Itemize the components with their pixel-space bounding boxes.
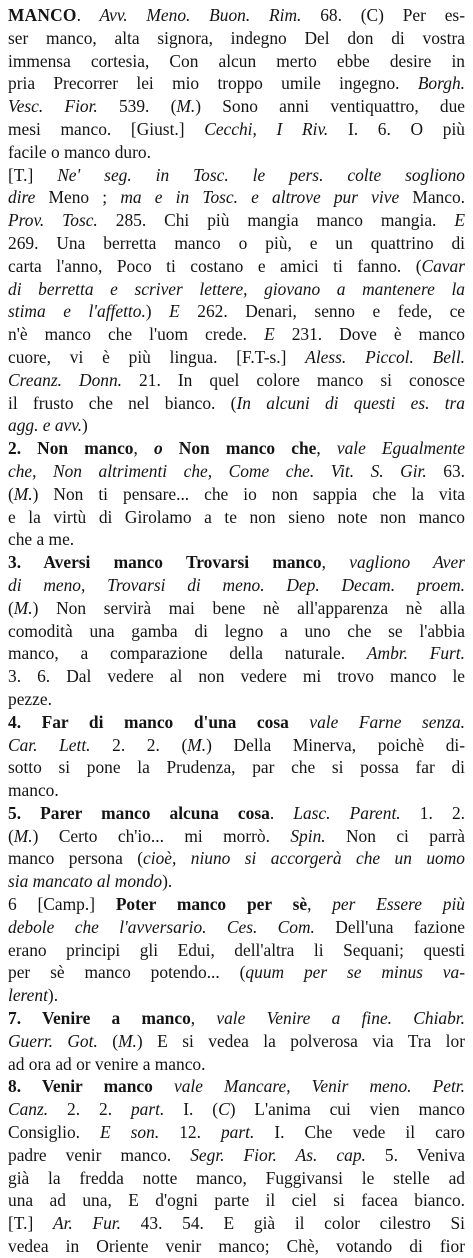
- text-line: [8, 1144, 465, 1167]
- text-line: [8, 186, 465, 209]
- text-run: padre venir manco.: [8, 1144, 191, 1165]
- text-run: ) Non servirà mai bene nè all'apparenza nè alla: [32, 597, 465, 618]
- text-run: Consiglio.: [8, 1122, 101, 1143]
- text-line: [8, 392, 465, 415]
- text-line: [8, 506, 465, 529]
- text-run: 4. Far di manco d'una cosa: [8, 711, 289, 732]
- text-line: [8, 665, 465, 688]
- text-run: per Essere più: [332, 894, 465, 915]
- text-line: [8, 278, 465, 301]
- text-run: quum per se minus va-: [245, 962, 465, 983]
- text-run: (: [8, 483, 14, 504]
- text-run: per sè manco potendo... (: [8, 962, 246, 983]
- text-run: .: [76, 5, 81, 25]
- text-run: E: [264, 324, 275, 345]
- text-run: immensa cortesia, Con alcun merto ebbe desire in: [8, 50, 465, 71]
- text-run: manco, a comparazione della naturale.: [8, 643, 367, 664]
- text-run: Meno ;: [35, 187, 121, 208]
- text-line: [8, 528, 465, 551]
- text-line: [8, 1030, 465, 1053]
- text-run: M.: [187, 734, 207, 755]
- text-run: debole che l'avversario. Ces. Com.: [8, 916, 315, 937]
- text-run: 2. 2.: [48, 1099, 131, 1120]
- text-line: [8, 437, 465, 460]
- text-run: ).: [162, 871, 173, 892]
- text-run: dire: [8, 187, 36, 208]
- text-run: M.: [13, 597, 33, 618]
- text-line: [8, 300, 465, 323]
- text-line: [8, 825, 465, 848]
- text-run: ,: [307, 894, 333, 915]
- text-run: che a me.: [8, 529, 75, 550]
- text-line: [8, 118, 465, 141]
- text-run: 3. Aversi manco Trovarsi manco: [8, 552, 322, 573]
- text-run: ser manco, alta signora, indegno Del don di vostra: [8, 27, 465, 48]
- text-run: Ne' seg. in Tosc. le pers. colte sogliono: [57, 164, 466, 185]
- text-run: 539. (: [97, 96, 177, 117]
- text-run: Car. Lett.: [8, 734, 91, 755]
- text-run: E: [169, 301, 180, 322]
- text-run: ,: [133, 438, 154, 459]
- text-run: M.: [118, 1030, 137, 1051]
- text-run: vagliono Aver: [349, 552, 465, 573]
- text-run: 21. In quel colore manco si conosce: [122, 369, 465, 390]
- text-run: 1. 2.: [400, 802, 465, 823]
- text-line: [8, 483, 465, 506]
- text-line: [8, 1235, 465, 1258]
- text-line: [8, 460, 465, 483]
- text-line: [8, 688, 465, 711]
- text-line: [8, 1007, 465, 1030]
- text-line: [8, 50, 465, 73]
- text-line: [8, 1189, 465, 1212]
- text-line: [8, 574, 465, 597]
- text-run: part.: [130, 1099, 165, 1120]
- text-run: stima e l'affetto.: [8, 301, 146, 322]
- text-line: [8, 27, 465, 50]
- text-run: [T.]: [8, 164, 58, 185]
- text-run: pezze.: [8, 688, 52, 709]
- text-run: 285. Chi più mangia manco mangia.: [97, 210, 455, 231]
- text-run: [289, 712, 310, 732]
- text-run: Lasc. Parent.: [293, 802, 401, 823]
- text-run: I. 6. O più: [328, 118, 465, 139]
- text-run: Dell'una fazione: [314, 916, 465, 937]
- text-line: [8, 346, 465, 369]
- text-run: n'è manco che l'uom crede.: [8, 324, 265, 345]
- text-run: ) Della Minerva, poichè di-: [206, 734, 466, 755]
- text-line: [8, 369, 465, 392]
- text-run: vale Farne senza.: [309, 711, 465, 732]
- text-run: Avv. Meno. Buon. Rim.: [80, 5, 302, 25]
- text-run: M.: [176, 96, 196, 117]
- text-run: di meno, Trovarsi di meno. Dep. Decam. proem.: [8, 574, 465, 595]
- text-line: [8, 893, 465, 916]
- text-line: [8, 72, 465, 95]
- text-line: [8, 232, 465, 255]
- text-run: vale Venire a fine. Chiabr.: [216, 1008, 465, 1029]
- text-run: facile o manco duro.: [8, 141, 151, 162]
- text-line: [8, 1121, 465, 1144]
- text-line: [8, 209, 465, 232]
- text-line: [8, 779, 465, 802]
- text-line: [8, 939, 465, 962]
- text-run: C: [218, 1099, 230, 1120]
- text-run: ,: [190, 1008, 217, 1029]
- text-run: o: [153, 438, 163, 459]
- text-run: agg. e avv.: [8, 415, 83, 436]
- text-run: (: [8, 597, 14, 618]
- text-run: che, Non altrimenti che, Come che. Vit. S. Gir.: [8, 460, 427, 481]
- text-run: vedea in Oriente venir manco; Chè, votando di fior: [8, 1236, 465, 1257]
- text-line: [8, 164, 465, 187]
- text-run: Spin.: [290, 825, 326, 846]
- text-run: 231. Dove è manco: [274, 324, 465, 345]
- text-run: In alcuni di questi es. tra: [236, 392, 465, 413]
- text-line: [8, 620, 465, 643]
- text-line: [8, 961, 465, 984]
- text-run: ).: [47, 985, 59, 1006]
- text-run: part.: [220, 1122, 255, 1143]
- text-run: Aless. Piccol. Bell.: [305, 346, 466, 367]
- text-run: ,: [321, 552, 350, 573]
- text-run: ) Certo ch'io... mi morrò.: [32, 825, 291, 846]
- text-run: 6 [Camp.]: [8, 894, 116, 915]
- text-run: [153, 1076, 174, 1096]
- text-line: [8, 323, 465, 346]
- text-line: [8, 95, 465, 118]
- text-run: 262. Denari, senno e fede, ce: [179, 301, 466, 322]
- text-run: ) Non ti pensare... che io non sappia che la vita: [32, 483, 465, 504]
- text-run: ) L'anima cui vien manco: [229, 1099, 465, 1120]
- text-run: manco persona (: [8, 848, 144, 869]
- text-run: ) Sono anni ventiquattro, due: [195, 96, 466, 117]
- text-run: Creanz. Donn.: [8, 369, 122, 390]
- text-run: ): [82, 415, 88, 436]
- text-run: Poter manco per sè: [115, 894, 308, 915]
- text-line: [8, 414, 465, 437]
- text-line: [8, 802, 465, 825]
- text-run: ): [145, 301, 170, 322]
- text-run: 5. Parer manco alcuna cosa: [8, 802, 270, 823]
- text-run: (: [97, 1030, 119, 1051]
- text-line: [8, 1075, 465, 1098]
- text-run: vale Mancare, Venir meno. Petr.: [173, 1076, 465, 1097]
- text-run: comodità una gamba di legno a uno che se l'abbia: [8, 620, 465, 641]
- headword: MANCO: [8, 5, 77, 25]
- text-run: 63.: [426, 460, 465, 481]
- text-run: ad ora ad or venire a manco.: [8, 1053, 206, 1074]
- text-run: 2. 2. (: [90, 734, 188, 755]
- text-line: [8, 551, 465, 574]
- text-line: [8, 711, 465, 734]
- text-run: cuore, vi è più lingua. [F.T-s.]: [8, 346, 306, 367]
- text-run: 7. Venire a manco: [8, 1008, 191, 1029]
- text-run: mesi manco. [Giust.]: [8, 118, 205, 139]
- text-run: 5. Veniva: [365, 1144, 465, 1165]
- text-run: M.: [13, 483, 33, 504]
- text-line: [8, 4, 465, 27]
- text-run: 68. (C) Per es-: [301, 5, 465, 25]
- text-run: Vesc. Fior.: [8, 96, 98, 117]
- text-run: I. (: [164, 1099, 219, 1120]
- text-run: il frusto che nel bianco. (: [8, 392, 237, 413]
- text-run: di berretta e scriver lettere, giovano a mantenere la: [8, 278, 465, 299]
- text-line: [8, 734, 465, 757]
- text-run: e la virtù di Girolamo a te non sieno note non manco: [8, 506, 465, 527]
- text-run: E son.: [100, 1122, 160, 1143]
- text-line: [8, 141, 465, 164]
- text-run: Borgh.: [417, 73, 465, 94]
- text-line: [8, 756, 465, 779]
- text-run: Ar. Fur.: [52, 1213, 121, 1234]
- text-line: [8, 597, 465, 620]
- text-run: una ad una, E d'ogni parte il ciel si facea bianco.: [8, 1190, 465, 1211]
- text-run: E: [454, 210, 465, 231]
- text-run: (: [8, 825, 14, 846]
- text-run: Non manco che: [162, 438, 317, 459]
- text-run: Non ci parrà: [325, 825, 465, 846]
- text-line: [8, 255, 465, 278]
- text-run: ,: [316, 438, 337, 459]
- text-run: Segr. Fior. As. cap.: [190, 1144, 366, 1165]
- text-run: 43. 54. E già il color cilestro Si: [120, 1213, 465, 1234]
- text-line: [8, 1053, 465, 1076]
- text-line: [8, 984, 465, 1007]
- text-run: pria Precorrer lei mio troppo umile ingegno.: [8, 73, 418, 94]
- text-run: erano principi gli Edui, dell'altra li Sequani; questi: [8, 939, 465, 960]
- text-run: ma e in Tosc. e altrove pur vive: [120, 187, 400, 208]
- text-run: [T.]: [8, 1213, 53, 1234]
- text-run: Prov. Tosc.: [8, 210, 98, 231]
- text-run: 8. Venir manco: [8, 1076, 153, 1097]
- text-line: [8, 847, 465, 870]
- text-run: 2. Non manco: [8, 438, 134, 459]
- text-run: già la fredda notte manco, Fuggivansi le stelle ad: [8, 1167, 465, 1188]
- text-run: Manco.: [399, 187, 465, 208]
- text-run: .: [269, 802, 294, 823]
- text-run: vale Egualmente: [336, 438, 465, 459]
- text-run: sia mancato al mondo: [8, 871, 163, 892]
- text-run: 12.: [159, 1122, 221, 1143]
- text-line: [8, 870, 465, 893]
- text-run: Guerr. Got.: [8, 1030, 98, 1051]
- text-run: 269. Una berretta manco o più, e un quattrino di: [8, 232, 465, 253]
- text-run: I. Che vede il caro: [254, 1122, 465, 1143]
- text-run: Ambr. Furt.: [366, 643, 465, 664]
- text-run: 3. 6. Dal vedere al non vedere mi trovo manco le: [8, 666, 465, 687]
- text-run: Cavar: [421, 255, 465, 276]
- text-line: [8, 1212, 465, 1235]
- text-line: [8, 642, 465, 665]
- text-run: sotto si pone la Prudenza, par che si possa far di: [8, 757, 465, 778]
- text-run: lerent: [8, 985, 48, 1006]
- text-run: cioè, niuno si accorgerà che un uomo: [143, 848, 465, 869]
- dictionary-entry-manco: [8, 4, 465, 1258]
- text-run: carta l'anno, Poco ti costano e amici ti fanno. (: [8, 255, 422, 276]
- text-run: Canz.: [8, 1099, 49, 1120]
- text-line: [8, 1167, 465, 1190]
- text-run: Cecchi, I Riv.: [204, 118, 329, 139]
- text-line: [8, 1098, 465, 1121]
- text-run: ) E si vedea la polverosa via Tra lor: [136, 1030, 465, 1051]
- text-run: M.: [13, 825, 33, 846]
- text-run: manco.: [8, 780, 59, 801]
- text-line: [8, 916, 465, 939]
